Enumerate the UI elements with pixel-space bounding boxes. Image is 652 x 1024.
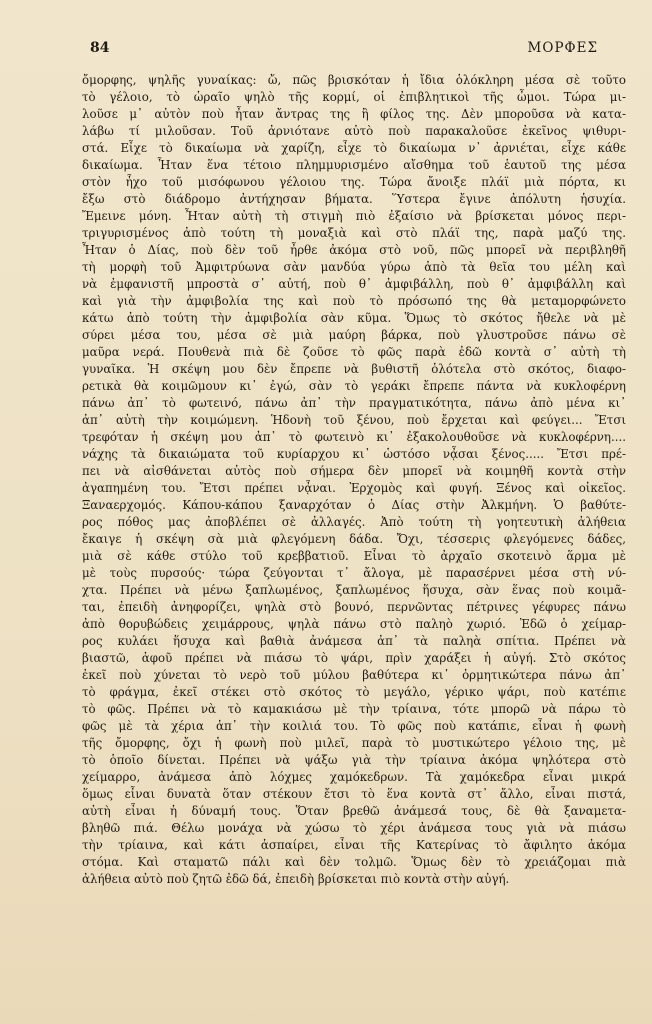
text-line: φῶς μὲ τὰ χέρια ἀπ᾽ τὴν κοιλιά του. Τὸ φῶς ποὺ κατάπιε, εἶναι ἡ φωνὴ — [82, 719, 626, 733]
text-line: ἐκεῖ ποὺ χύνεται τὸ νερὸ τοῦ μύλου βαθύτερα κι᾽ ὁρμητικώτερα πάνω ἀπ᾽ — [82, 668, 626, 682]
text-line: ὅμως εἶναι δυνατὰ ὅταν στέκουν ἔτσι τὸ ἕνα κοντὰ στ᾽ ἄλλο, εἶναι πιστά, — [82, 787, 626, 801]
text-line: ἔξω στὸ διάδρομο ἀντήχησαν βήματα. Ὕστερα ἔγινε ἀπόλυτη ἡσυχία. — [82, 192, 626, 206]
text-line: τρεφόταν ἡ σκέψη μου ἀπ᾽ τὸ φωτεινὸ κι᾽ ἐξακολουθοῦσε νὰ κυκλοφέρνη.... — [82, 430, 626, 444]
page-header — [90, 40, 598, 58]
text-line: τὴ μορφὴ τοῦ Ἀμφιτρύωνα σὰν μανδύα γύρω ἀπὸ τὰ θεῖα του μέλη καὶ — [82, 260, 626, 274]
text-line: Ἦταν ὁ Δίας, ποὺ δὲν τοῦ ἦρθε ἀκόμα στὸ νοῦ, πῶς μπορεῖ νὰ περιβληθῆ — [82, 243, 626, 257]
text-line: νάχης τὰ δικαιώματα τοῦ κυρίαρχου κι᾽ ὡστόσο νᾆσαι ξένος..... Ἔτσι πρέ- — [82, 447, 626, 461]
text-line: μιὰ σὲ κάθε στύλο τοῦ κρεββατιοῦ. Εἶναι τὸ ἀρχαῖο σκοτεινὸ ἅρμα μὲ — [82, 549, 626, 563]
text-line: βληθῶ πιά. Θέλω μονάχα νὰ χώσω τὸ χέρι ἀνάμεσα τους γιὰ νὰ πιάσω — [82, 821, 626, 835]
text-line: τὸ φράγμα, ἐκεῖ στέκει στὸ σκότος τὸ μεγάλο, γέρικο ψάρι, ποὺ κατέπιε — [82, 685, 626, 699]
text-line: στά. Εἶχε τὸ δικαίωμα νὰ χαρίζη, εἶχε τὸ δικαίωμα ν᾽ ἀρνιέται, εἶχε κάθε — [82, 141, 626, 155]
page-number: 84 — [90, 40, 110, 56]
text-line: τῆς ὄμορφης, ὄχι ἡ φωνὴ ποὺ μιλεῖ, παρὰ τὸ μυστικώτερο γέλοιο της, μὲ — [82, 736, 626, 750]
text-line: τὴν τρίαινα, καὶ κάτι ἁσπαίρει, εἶναι τῆς Κατερίνας τὸ ἄφιλητο ἀκόμα — [82, 838, 626, 852]
text-line: στόμα. Καὶ σταματῶ πάλι καὶ δὲν τολμῶ. Ὅμως δὲν τὸ χρειάζομαι πιὰ — [82, 855, 626, 869]
text-line: τὸ ὁποῖο δίνεται. Πρέπει νὰ ψάξω γιὰ τὴν τρίαινα ἀκόμα ψηλότερα στὸ — [82, 753, 626, 767]
text-line: Ξαναερχομός. Κάπου-κάπου ξαναρχόταν ὁ Δίας στὴν Ἀλκμήνη. Ὁ βαθύτε- — [82, 498, 626, 512]
text-line: βιαστῶ, ἀφοῦ πρέπει νὰ πιάσω τὸ ψάρι, πρὶν χαράξει ἡ αὐγή. Στὸ σκότος — [82, 651, 626, 665]
text-line: κάτω ἀπὸ τούτη τὴν ἀμφιβολία σὰν κῦμα. Ὅμως τὸ σκότος ἤθελε νὰ μὲ — [82, 311, 626, 325]
text-line: ἀλήθεια αὐτὸ ποὺ ζητῶ ἐδῶ δά, ἐπειδὴ βρίσκεται πιὸ κοντὰ στὴν αὐγή. — [82, 872, 510, 886]
text-line: ρος κυλάει ἥσυχα καὶ βαθιὰ ἀνάμεσα ἀπ᾽ τὰ παληὰ σπίτια. Πρέπει νὰ — [82, 634, 626, 648]
text-line: αὐτὴ εἶναι ἡ δύναμή τους. Ὅταν βρεθῶ ἀνάμεσά τους, δὲ θὰ ξαναμετα- — [82, 804, 626, 818]
text-line: γυναῖκα. Ἡ σκέψη μου δὲν ἔπρεπε νὰ βυθιστῆ ὁλότελα στὸ σκότος, διαφο- — [82, 362, 626, 376]
text-line: ται, ἐπειδὴ ἀνηφορίζει, ψηλὰ στὸ βουνό, περνῶντας πέτρινες γέφυρες πάνω — [82, 600, 626, 614]
text-line: πει νὰ αἰσθάνεται αὐτὸς ποὺ σήμερα δὲν μπορεῖ νὰ κοιμηθῆ κοντὰ στὴν — [82, 464, 626, 478]
text-line: Ἔμεινε μόνη. Ἦταν αὐτὴ τὴ στιγμὴ πιὸ ἐξαίσιο νὰ βρίσκεται μόνος περι- — [82, 209, 626, 223]
text-line: τὸ γέλοιο, τὸ ὡραῖο ψηλὸ τῆς κορμί, οἱ ἐπιβλητικοὶ τῆς ὦμοι. Τώρα μι- — [82, 90, 626, 104]
text-line: νὰ ἐμφανιστῆ μπροστὰ σ᾽ αὐτή, ποὺ θ᾽ ἀμφιβάλλη, ποὺ θ᾽ ἀμφιβάλλη καὶ — [82, 277, 626, 291]
text-line: ἀπ᾽ αὐτὴ τὴν κοιμώμενη. Ἡδονὴ τοῦ ξένου, ποὺ ἔρχεται καὶ φεύγει... Ἔτσι — [82, 413, 626, 427]
text-line: ἀγαπημένη του. Ἔτσι πρέπει νᾆναι. Ἐρχομὸς καὶ φυγή. Ξένος καὶ οἰκεῖος. — [82, 481, 626, 495]
text-line: καὶ γιὰ τὴν ἀμφιβολία της καὶ ποὺ τὸ πρόσωπό της θὰ μεταμορφώνετο — [82, 294, 626, 308]
body-text — [82, 72, 626, 888]
text-line: σύρει μέσα του, μέσα σὲ μιὰ μαύρη βάρκα, ποὺ γλυστροῦσε πάνω σὲ — [82, 328, 626, 342]
text-line: λάβω τί μιλοῦσαν. Τοῦ ἀρνιότανε αὐτὸ ποὺ παρακαλοῦσε ἐκεῖνος ψιθυρι- — [82, 124, 626, 138]
text-line: πάνω ἀπ᾽ τὸ φωτεινό, πάνω ἀπ᾽ τὴν πραγματικότητα, πάνω ἀπὸ μένα κι᾽ — [82, 396, 626, 410]
text-line: λοῦσε μ᾽ αὐτὸν ποὺ ἦταν ἄντρας της ἢ φίλος της. Δὲν μποροῦσα νὰ κατα- — [82, 107, 626, 121]
text-line: χτα. Πρέπει νὰ μένω ξαπλωμένος, ξαπλωμένος ἥσυχα, σὰν ἕνας ποὺ κοιμᾶ- — [82, 583, 626, 597]
text-line: μαῦρα νερά. Πουθενὰ πιὰ δὲ ζοῦσε τὸ φῶς παρὰ ἐδῶ κοντὰ σ᾽ αὐτὴ τὴ — [82, 345, 626, 359]
text-line: δικαίωμα. Ἦταν ἕνα τέτοιο πλημμυρισμένο αἴσθημα τοῦ ἑαυτοῦ της μέσα — [82, 158, 626, 172]
text-line: ρος πόθος μας ἀποβλέπει σὲ ἀλλαγές. Ἀπὸ τούτη τὴ γοητευτικὴ ἀλήθεια — [82, 515, 626, 529]
text-line: ἀπὸ θορυβώδεις χειμάρρους, ψηλὰ πάνω στὸ παληὸ χωριό. Ἐδῶ ὁ χείμαρ- — [82, 617, 626, 631]
text-line: τριγυρισμένος ἀπὸ τούτη τὴ μοναξιὰ καὶ στὸ πλάϊ της, παρὰ μαζύ της. — [82, 226, 626, 240]
text-line: τὸ φῶς. Πρέπει νὰ τὸ καμακιάσω μὲ τὴν τρίαινα, τότε μπορῶ νὰ πάρω τὸ — [82, 702, 626, 716]
text-line: μὲ τοὺς πυρσούς· τώρα ζεύγονται τ᾽ ἄλογα, μὲ παρασέρνει μέσα στὴ νύ- — [82, 566, 626, 580]
text-line: ὄμορφης, ψηλῆς γυναίκας: ὤ, πῶς βρισκόταν ἡ ἴδια ὁλόκληρη μέσα σὲ τοῦτο — [82, 73, 626, 87]
text-line: ρετικὰ θὰ κοιμῶμουν κι᾽ ἐγώ, σὰν τὸ γεράκι ἔπρεπε πάντα νὰ κυκλοφέρνη — [82, 379, 626, 393]
text-line: στὸν ἦχο τοῦ μισόφωνου γέλοιου της. Τώρα ἄνοιξε πλάϊ μιὰ πόρτα, κι — [82, 175, 626, 189]
text-line: ἔκαιγε ἡ σκέψη σὰ μιὰ φλεγόμενη δάδα. Ὄχι, τέσσερις φλεγόμενες δάδες, — [82, 532, 626, 546]
running-title: ΜΟΡΦΕΣ — [527, 40, 598, 56]
text-line: χείμαρρο, ἀνάμεσα ἀπὸ λόχμες χαμόκεδρων. Τὰ χαμόκεδρα εἶναι μικρά — [82, 770, 626, 784]
